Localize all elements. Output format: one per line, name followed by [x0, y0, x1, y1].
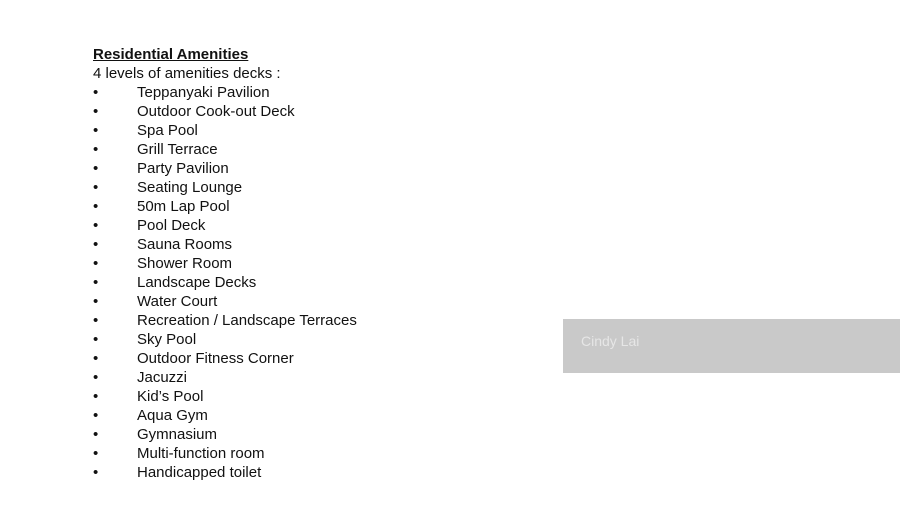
bullet-icon: •	[93, 160, 99, 177]
list-item	[93, 368, 281, 387]
amenity-label: Party Pavilion	[137, 160, 229, 177]
amenity-label: Sky Pool	[137, 331, 197, 348]
section-heading: Residential Amenities	[93, 46, 249, 63]
intro-text: 4 levels of amenities decks :	[93, 65, 281, 82]
bullet-icon: •	[93, 141, 99, 158]
list-item	[93, 254, 281, 273]
bullet-icon: •	[93, 84, 99, 101]
amenity-label: Sauna Rooms	[137, 236, 233, 253]
bullet-icon: •	[93, 255, 99, 272]
bullet-icon: •	[93, 236, 99, 253]
bullet-icon: •	[93, 426, 99, 443]
amenity-label: Aqua Gym	[137, 407, 208, 424]
list-item	[93, 463, 281, 482]
amenity-label: Shower Room	[137, 255, 233, 272]
list-item	[93, 235, 281, 254]
amenity-label: Gymnasium	[137, 426, 218, 443]
bullet-icon: •	[93, 407, 99, 424]
list-item	[93, 330, 281, 349]
amenity-label: Landscape Decks	[137, 274, 257, 291]
list-item	[93, 444, 281, 463]
list-item	[93, 216, 281, 235]
amenity-list	[93, 83, 357, 482]
bullet-icon: •	[93, 198, 99, 215]
list-item	[93, 178, 281, 197]
amenity-label: Multi-function room	[137, 445, 265, 462]
bullet-icon: •	[93, 217, 99, 234]
bullet-icon: •	[93, 464, 99, 481]
bullet-icon: •	[93, 103, 99, 120]
amenity-label: Kid’s Pool	[137, 388, 204, 405]
list-item	[93, 140, 281, 159]
amenity-label: Outdoor Fitness Corner	[137, 350, 294, 367]
bullet-icon: •	[93, 445, 99, 462]
list-item	[93, 102, 295, 121]
bullet-icon: •	[93, 331, 99, 348]
amenity-label: Spa Pool	[137, 122, 198, 139]
bullet-icon: •	[93, 293, 99, 310]
bullet-icon: •	[93, 122, 99, 139]
list-item	[93, 292, 281, 311]
bullet-icon: •	[93, 312, 99, 329]
list-item	[93, 425, 281, 444]
list-item	[93, 121, 281, 140]
amenity-label: Outdoor Cook-out Deck	[137, 103, 295, 120]
amenity-label: Handicapped toilet	[137, 464, 262, 481]
bullet-icon: •	[93, 179, 99, 196]
amenity-label: Grill Terrace	[137, 141, 218, 158]
amenity-label: 50m Lap Pool	[137, 198, 230, 215]
amenity-label: Recreation / Landscape Terraces	[137, 312, 357, 329]
list-item	[93, 349, 294, 368]
amenity-label: Water Court	[137, 293, 218, 310]
list-item	[93, 311, 357, 330]
bullet-icon: •	[93, 388, 99, 405]
bullet-icon: •	[93, 369, 99, 386]
bullet-icon: •	[93, 350, 99, 367]
watermark-text: Cindy Lai	[581, 333, 640, 349]
amenity-label: Jacuzzi	[137, 369, 188, 386]
amenity-label: Seating Lounge	[137, 179, 243, 196]
list-item	[93, 159, 281, 178]
watermark-banner	[563, 319, 900, 373]
bullet-icon: •	[93, 274, 99, 291]
list-item	[93, 406, 281, 425]
list-item	[93, 83, 281, 102]
list-item	[93, 387, 281, 406]
amenities-document	[93, 45, 357, 482]
list-item	[93, 273, 281, 292]
amenity-label: Teppanyaki Pavilion	[137, 84, 270, 101]
amenity-label: Pool Deck	[137, 217, 206, 234]
list-item	[93, 197, 281, 216]
